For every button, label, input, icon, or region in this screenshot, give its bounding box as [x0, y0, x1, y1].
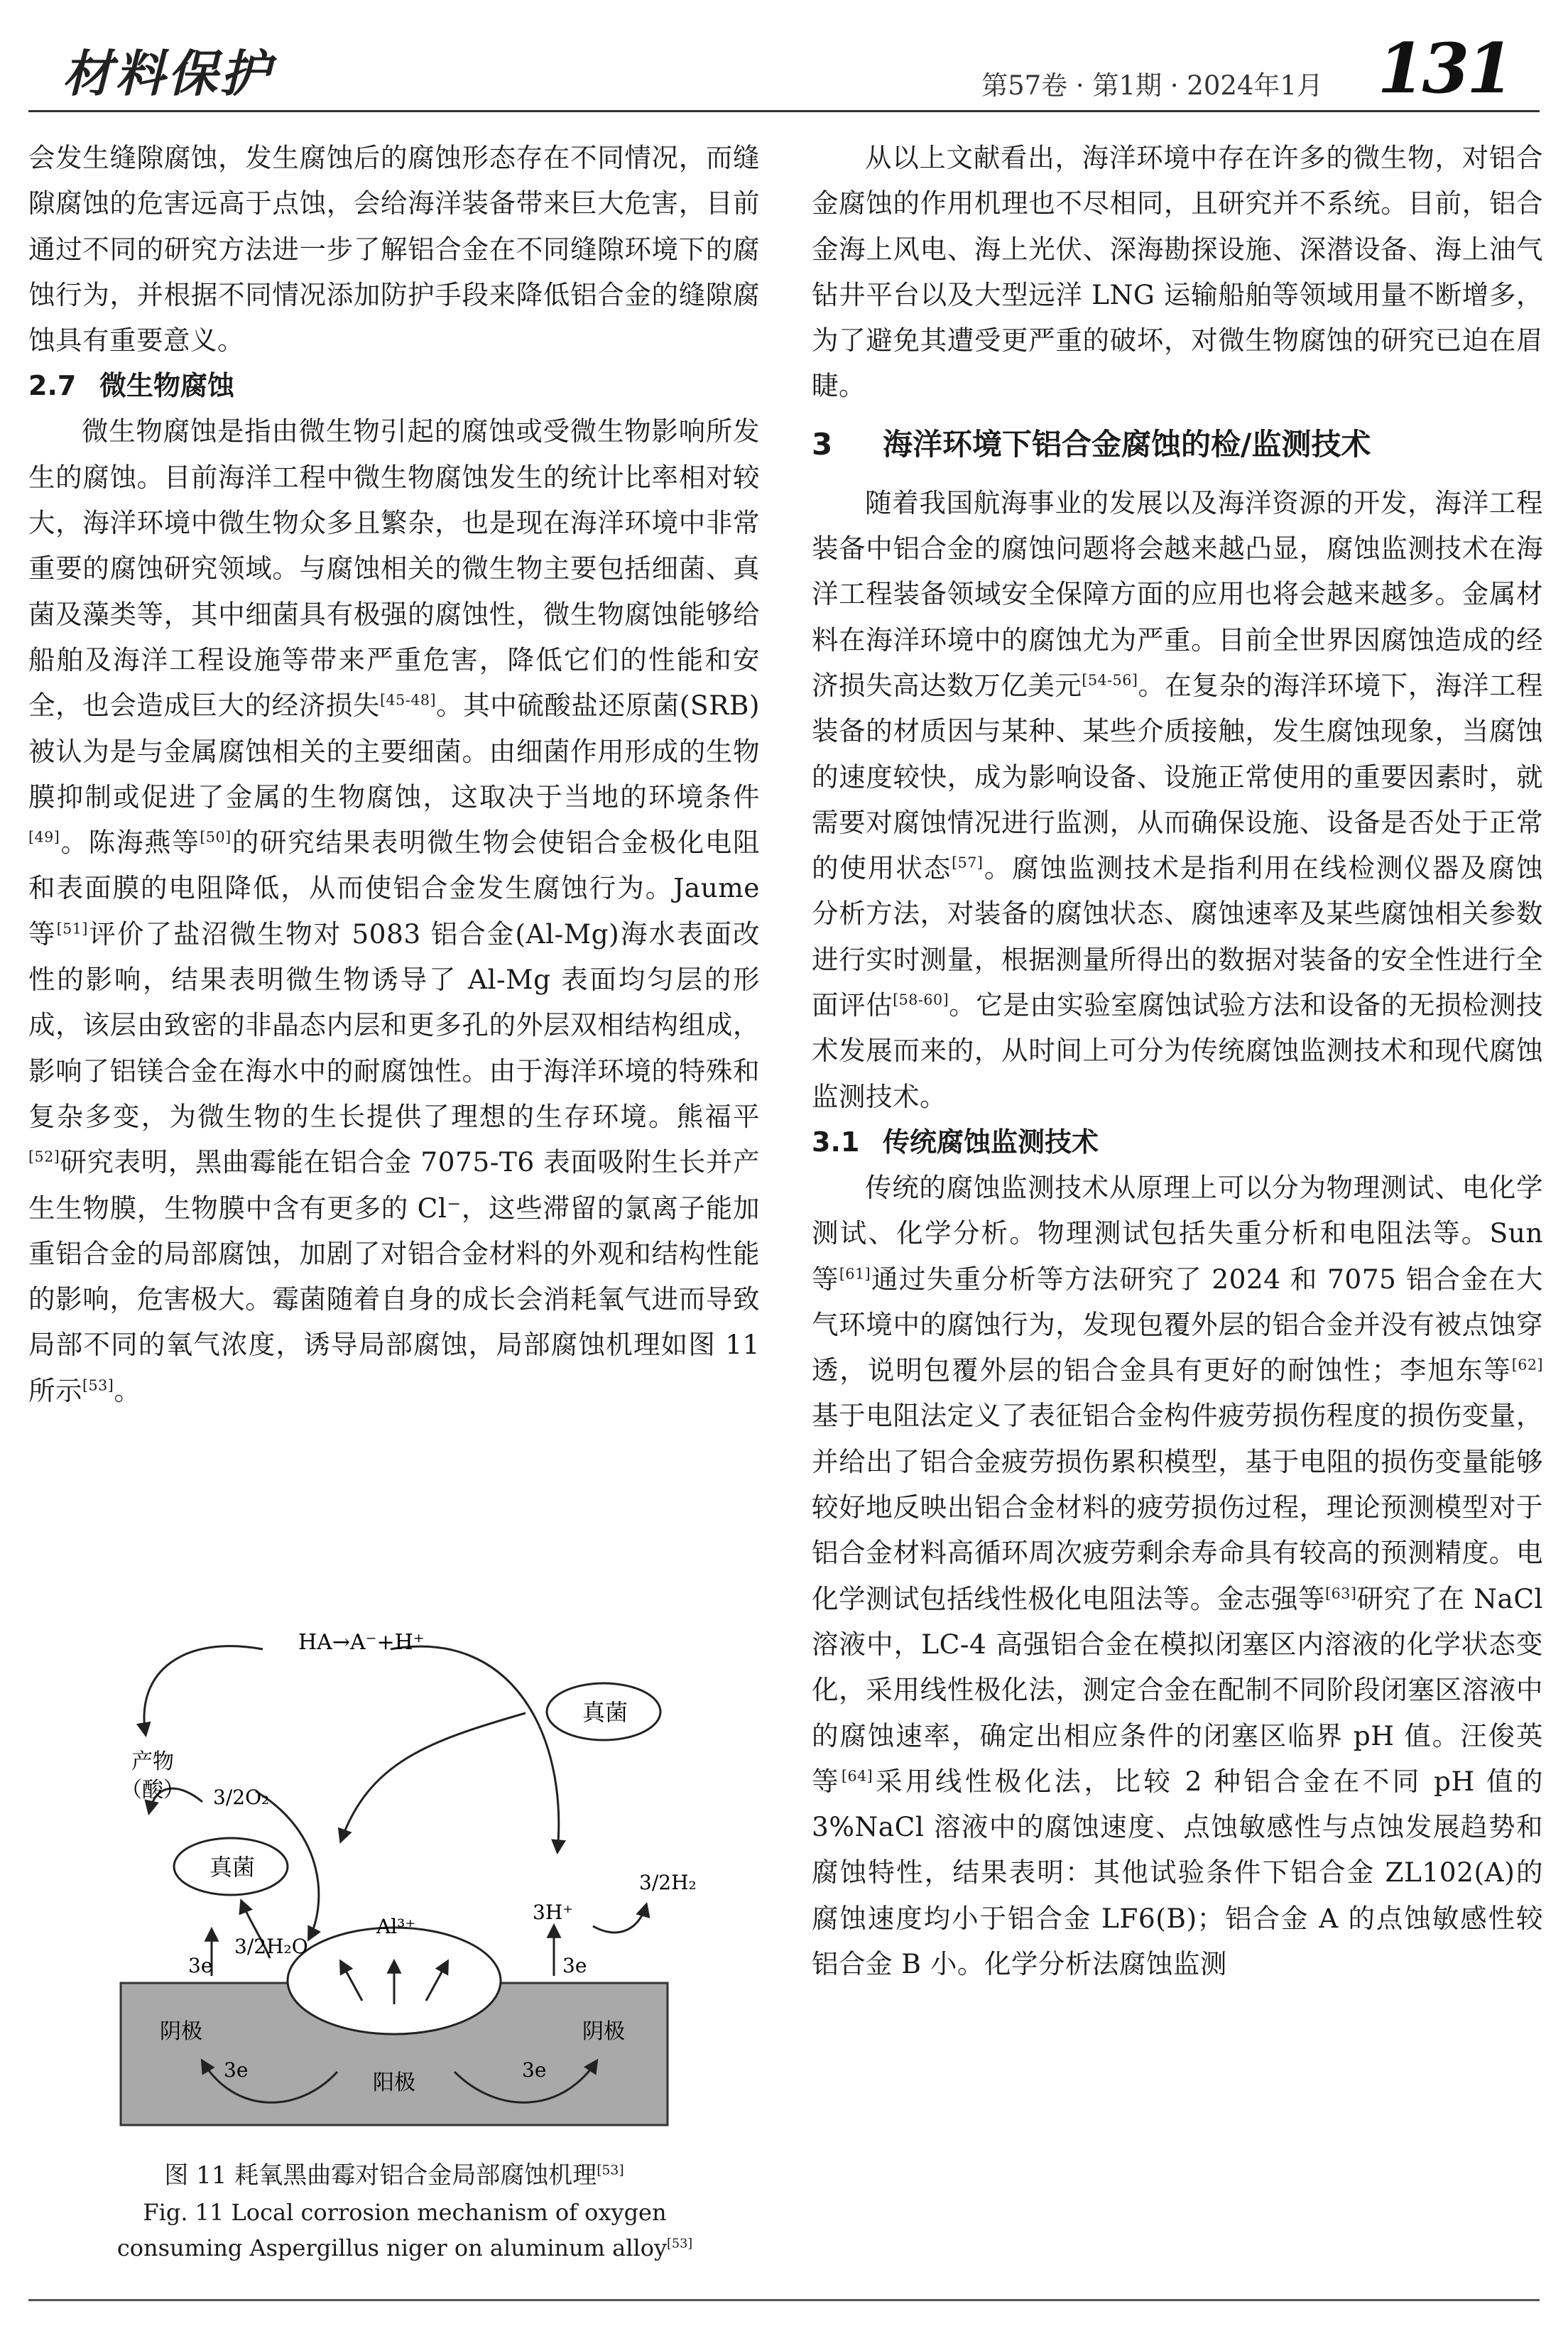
citation: [57]	[952, 854, 984, 871]
citation: [45-48]	[380, 691, 436, 709]
citation: [61]	[839, 1265, 871, 1283]
section-title: 传统腐蚀监测技术	[883, 1126, 1099, 1158]
label-anode: 阳极	[373, 2070, 415, 2095]
arrow-fungus-to-pit	[341, 1713, 526, 1841]
section-number: 2.7	[28, 370, 77, 402]
paragraph: 微生物腐蚀是指由微生物引起的腐蚀或受微生物影响所发生的腐蚀。目前海洋工程中微生物腐蚀发生的统计比率相对较大，海洋环境中微生物众多且繁杂，也是现在海洋环境中非常重要的腐蚀研究领域。与腐蚀相关的微生物主要包括细菌、真菌及藻类等，其中细菌具有极强的腐蚀性，微生物腐蚀能够给船舶及海洋工程设施等带来严重危害，降低它们的性能和安全，也会造成巨大的经济损失[45-48]。其中硫酸盐还原菌(SRB)被认为是与金属腐蚀相关的主要细菌。由细菌作用形成的生物膜抑制或促进了金属的生物腐蚀，这取决于当地的环境条件[49]。陈海燕等[50]的研究结果表明微生物会使铝合金极化电阻和表面膜的电阻降低，从而使铝合金发生腐蚀行为。Jaume 等[51]评价了盐沼微生物对 5083 铝合金(Al-Mg)海水表面改性的影响，结果表明微生物诱导了 Al-Mg 表面均匀层的形成，该层由致密的非晶态内层和更多孔的外层双相结构组成，影响了铝镁合金在海水中的耐腐蚀性。由于海洋环境的特殊和复杂多变，为微生物的生长提供了理想的生存环境。熊福平[52]研究表明，黑曲霉能在铝合金 7075-T6 表面吸附生长并产生生物膜，生物膜中含有更多的 Cl⁻，这些滞留的氯离子能加重铝合金的局部腐蚀，加剧了对铝合金材料的外观和结构性能的影响，危害极大。霉菌随着自身的成长会消耗氧气进而导致局部不同的氧气浓度，诱导局部腐蚀，局部腐蚀机理如图 11 所示[53]。	[28, 415, 761, 1406]
footer-rule	[28, 2299, 1540, 2301]
citation: [51]	[56, 920, 88, 938]
page-number: 131	[1377, 28, 1511, 109]
citation: [63]	[1325, 1585, 1357, 1602]
section-heading-2-7	[28, 363, 760, 408]
label-3e-bottom-right: 3e	[522, 2058, 547, 2082]
citation: [62]	[1511, 1356, 1543, 1374]
citation: [52]	[28, 1148, 60, 1166]
paragraph: 随着我国航海事业的发展以及海洋资源的开发，海洋工程装备中铝合金的腐蚀问题将会越来越凸显，腐蚀监测技术在海洋工程装备领域安全保障方面的应用也将会越来越多。金属材料在海洋环境中的腐蚀尤为严重。目前全世界因腐蚀造成的经济损失高达数万亿美元[54-56]。在复杂的海洋环境下，海洋工程装备的材质因与某种、某些介质接触，发生腐蚀现象，当腐蚀的速度较快，成为影响设备、设施正常使用的重要因素时，就需要对腐蚀情况进行监测，从而确保设施、设备是否处于正常的使用状态[57]。腐蚀监测技术是指利用在线检测仪器及腐蚀分析方法，对装备的腐蚀状态、腐蚀速率及某些腐蚀相关参数进行实时测量，根据测量所得出的数据对装备的安全性进行全面评估[58-60]。它是由实验室腐蚀试验方法和设备的无损检测技术发展而来的，从时间上可分为传统腐蚀监测技术和现代腐蚀监测技术。	[812, 487, 1544, 1112]
page-header	[0, 0, 1568, 135]
label-h-plus: 3H⁺	[533, 1901, 574, 1924]
section-heading-3	[812, 409, 1543, 480]
citation: [53]	[667, 2237, 693, 2251]
paragraph: 从以上文献看出，海洋环境中存在许多的微生物，对铝合金腐蚀的作用机理也不尽相同，且研究并不系统。目前，铝合金海上风电、海上光伏、深海勘探设施、深潜设备、海上油气钻井平台以及大型远洋 LNG 运输船舶等领域用量不断增多，为了避免其遭受更严重的破坏，对微生物腐蚀的研究已迫在眉睫。	[812, 142, 1543, 402]
label-h2: 3/2H₂	[639, 1871, 697, 1894]
citation: [53]	[597, 2163, 624, 2178]
section-title: 海洋环境下铝合金腐蚀的检/监测技术	[883, 426, 1371, 462]
figure-11	[28, 1607, 760, 2273]
arrow-to-product	[144, 1646, 263, 1734]
section-title: 微生物腐蚀	[99, 370, 235, 402]
label-top-reaction: HA→A⁻+H⁺	[298, 1630, 425, 1655]
label-h2o: 3/2H₂O	[234, 1935, 308, 1958]
label-fungus-left: 真菌	[209, 1854, 256, 1881]
section-number: 3.1	[812, 1126, 860, 1158]
label-cathode-right: 阴极	[582, 2019, 625, 2044]
label-fungus-right: 真菌	[582, 1699, 628, 1726]
label-3e-right: 3e	[562, 1954, 587, 1977]
label-3e-left: 3e	[188, 1954, 213, 1977]
label-acid: （酸）	[121, 1778, 185, 1803]
section-number: 3	[812, 426, 833, 462]
left-column	[28, 135, 760, 1413]
citation: [53]	[82, 1376, 114, 1394]
arrow-h2	[593, 1905, 646, 1933]
arrow-to-h-plus	[391, 1646, 559, 1852]
figure-caption-en: Fig. 11 Local corrosion mechanism of oxygen consuming Aspergillus niger on aluminum alloy[53]	[116, 2199, 693, 2261]
corrosion-mechanism-diagram	[28, 1607, 760, 2161]
figure-caption-cn: 图 11 耗氧黑曲霉对铝合金局部腐蚀机理[53]	[164, 2161, 624, 2190]
right-column	[812, 135, 1543, 1987]
citation: [49]	[28, 828, 60, 846]
paragraph: 传统的腐蚀监测技术从原理上可以分为物理测试、电化学测试、化学分析。物理测试包括失重分析和电阻法等。Sun 等[61]通过失重分析等方法研究了 2024 和 7075 铝合金在大气环境中的腐蚀行为，发现包覆外层的铝合金并没有被点蚀穿透，说明包覆外层的铝合金具有更好的耐蚀性；李旭东等[62]基于电阻法定义了表征铝合金构件疲劳损伤程度的损伤变量，并给出了铝合金疲劳损伤累积模型，基于电阻的损伤变量能够较好地反映出铝合金材料的疲劳损伤过程，理论预测模型对于铝合金材料高循环周次疲劳剩余寿命具有较高的预测精度。电化学测试包括线性极化电阻法等。金志强等[63]研究了在 NaCl 溶液中，LC-4 高强铝合金在模拟闭塞区内溶液的化学状态变化，采用线性极化法，测定合金在配制不同阶段闭塞区溶液中的腐蚀速率，确定出相应条件的闭塞区临界 pH 值。汪俊英等[64]采用线性极化法，比较 2 种铝合金在不同 pH 值的 3%NaCl 溶液中的腐蚀速度、点蚀敏感性与点蚀发展趋势和腐蚀特性，结果表明：其他试验条件下铝合金 ZL102(A)的腐蚀速度均小于铝合金 LF6(B)；铝合金 A 的点蚀敏感性较铝合金 B 小。化学分析法腐蚀监测	[812, 1171, 1544, 1979]
header-rule	[28, 110, 1540, 112]
label-product: 产物	[131, 1749, 174, 1774]
paragraph: 会发生缝隙腐蚀，发生腐蚀后的腐蚀形态存在不同情况，而缝隙腐蚀的危害远高于点蚀，会给海洋装备带来巨大危害，目前通过不同的研究方法进一步了解铝合金在不同缝隙环境下的腐蚀行为，并根据不同情况添加防护手段来降低铝合金的缝隙腐蚀具有重要意义。	[28, 142, 760, 357]
label-3e-bottom-left: 3e	[224, 2058, 249, 2082]
issue-info: 第57卷 · 第1期 · 2024年1月	[981, 70, 1323, 101]
label-al-ion: Al³⁺	[376, 1915, 416, 1938]
citation: [50]	[200, 828, 232, 846]
label-cathode-left: 阴极	[160, 2019, 202, 2044]
label-o2: 3/2O₂	[213, 1786, 270, 1809]
citation: [64]	[841, 1767, 873, 1785]
citation: [58-60]	[893, 991, 949, 1009]
citation: [54-56]	[1082, 671, 1138, 689]
section-heading-3-1	[812, 1119, 1543, 1165]
journal-logo: 材料保护	[62, 44, 273, 103]
